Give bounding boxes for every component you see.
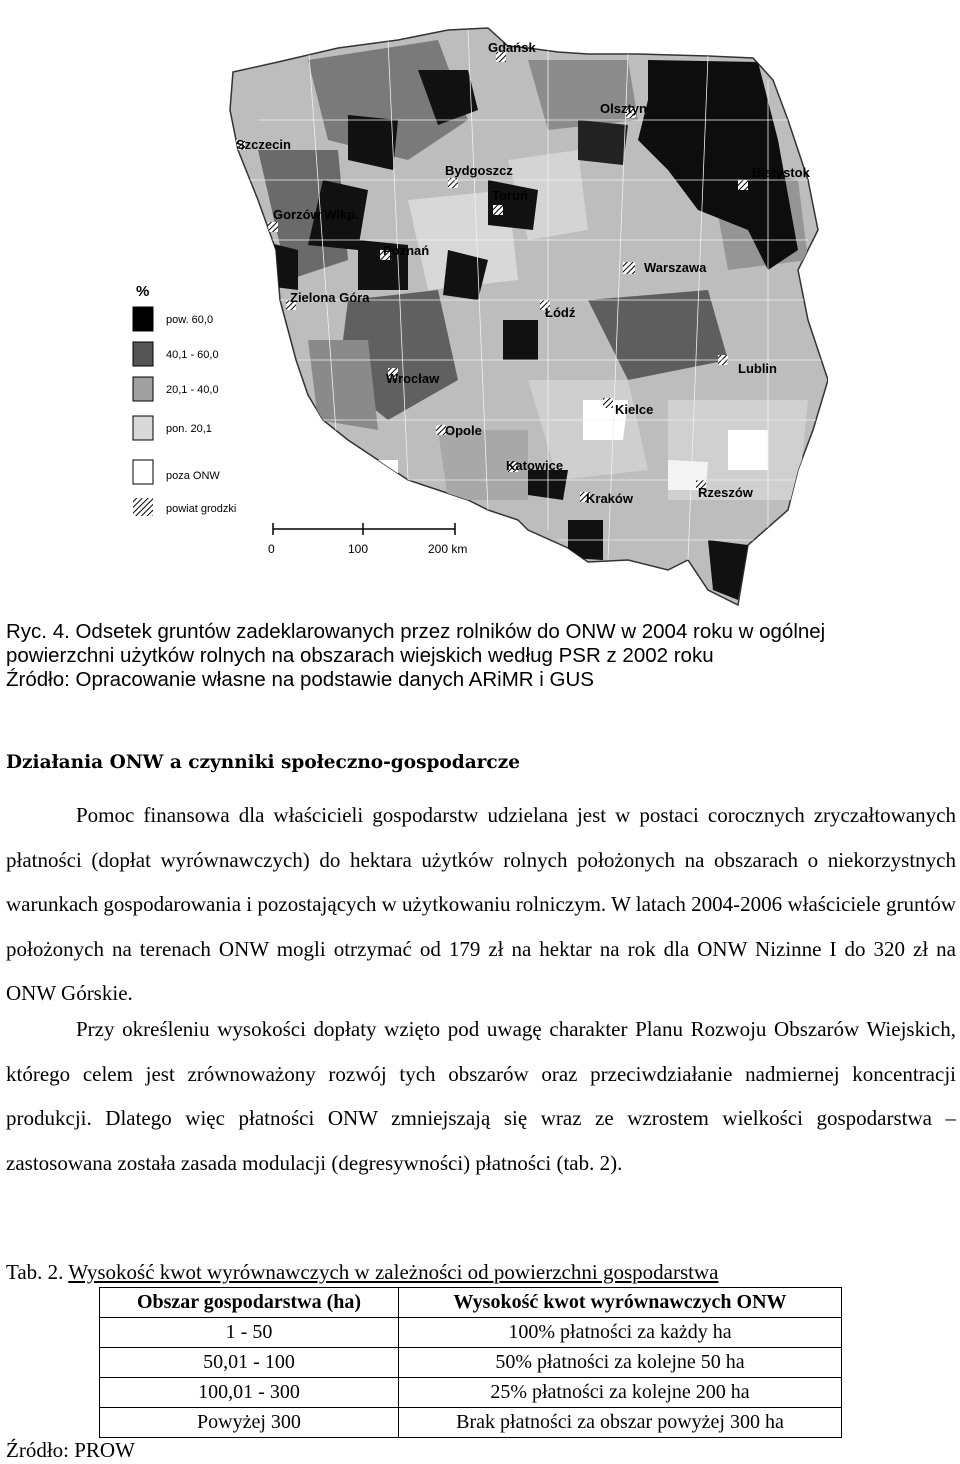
city-label-wroclaw: Wrocław [386, 371, 440, 386]
table-cell: 25% płatności za kolejne 200 ha [399, 1378, 842, 1408]
caption-line: powierzchni użytków rolnych na obszarach wiejskich według PSR z 2002 roku [6, 644, 714, 667]
poland-map-figure [108, 0, 828, 612]
caption-line: Ryc. 4. Odsetek gruntów zadeklarowanych przez rolników do ONW w 2004 roku w ogólnej [6, 620, 826, 643]
table-row [100, 1378, 842, 1408]
scale-bar [268, 523, 467, 556]
city-label-torun: Toruń [492, 188, 528, 203]
scale-tick-label: 0 [268, 542, 275, 556]
city-label-kielce: Kielce [615, 402, 654, 417]
city-label-warszawa: Warszawa [644, 260, 707, 275]
city-label-olsztyn: Olsztyn [600, 101, 647, 116]
city-label-lodz: Łódź [545, 305, 576, 320]
legend-swatch-gray [133, 377, 153, 401]
table-title-text: Wysokość kwot wyrównawczych w zależności od powierzchni gospodarstwa [68, 1260, 719, 1284]
paragraph-text: Pomoc finansowa dla właścicieli gospodarstw udzielana jest w postaci corocznych zryczałtowanych płatności (dopłat wyrównawczych) do hektara użytków rolnych położonych na obszarach o niekorzystnych warunkach gospodarowania i pozostających w użytkowaniu rolniczym. W latach 2004-2006 właściciele gruntów położonych na terenach ONW mogli otrzymać od 179 zł na hektar na rok dla ONW Nizinne I do 320 zł na ONW Górskie. [6, 803, 956, 1005]
payment-table [99, 1287, 842, 1438]
legend-label: 20,1 - 40,0 [166, 384, 219, 396]
table-header-cell: Wysokość kwot wyrównawczych ONW [399, 1288, 842, 1318]
table-row [100, 1348, 842, 1378]
legend-label: pow. 60,0 [166, 314, 214, 326]
table-cell: 100% płatności za każdy ha [399, 1318, 842, 1348]
section-heading: Działania ONW a czynniki społeczno-gospodarcze [6, 752, 520, 773]
legend-label: poza ONW [166, 470, 220, 482]
city-label-poznan: Poznań [383, 243, 430, 258]
table-cell: 1 - 50 [100, 1318, 399, 1348]
city-label-szczecin: Szczecin [236, 137, 291, 152]
table-cell: 50,01 - 100 [100, 1348, 399, 1378]
city-label-opole: Opole [445, 423, 482, 438]
legend-swatch-dark-gray [133, 342, 153, 366]
city-label-gorzow: Gorzów Wlkp. [273, 207, 359, 222]
table-header-row [100, 1288, 842, 1318]
table-cell: 100,01 - 300 [100, 1378, 399, 1408]
paragraph [6, 1007, 956, 1185]
map-legend [133, 283, 236, 516]
caption-source: Źródło: Opracowanie własne na podstawie danych ARiMR i GUS [6, 668, 594, 691]
table-cell: 50% płatności za kolejne 50 ha [399, 1348, 842, 1378]
legend-label: 40,1 - 60,0 [166, 349, 219, 361]
city-label-gdansk: Gdańsk [488, 40, 536, 55]
legend-swatch-light-gray [133, 416, 153, 440]
paragraph-text: Przy określeniu wysokości dopłaty wzięto pod uwagę charakter Planu Rozwoju Obszarów Wiejskich, którego celem jest zrównoważony rozwój tych obszarów oraz przeciwdziałanie nadmiernej koncentracji produkcji. Dlatego więc płatności ONW zmniejszają się wraz ze wzrostem wielkości gospodarstwa – zastosowana została zasada modulacji (degresywności) płatności (tab. 2). [6, 1017, 956, 1175]
table-cell: Brak płatności za obszar powyżej 300 ha [399, 1408, 842, 1438]
scale-tick-label: 200 km [428, 542, 468, 556]
table-cell: Powyżej 300 [100, 1408, 399, 1438]
map-svg [108, 0, 828, 612]
city-label-katowice: Katowice [506, 458, 564, 473]
table-number: Tab. 2. [6, 1260, 64, 1284]
city-label-bydgoszcz: Bydgoszcz [445, 163, 513, 178]
city-label-zielona-gora: Zielona Góra [290, 290, 370, 305]
legend-title: % [136, 283, 150, 300]
legend-swatch-black [133, 307, 153, 331]
table-row [100, 1318, 842, 1348]
city-label-bialystok: Białystok [752, 165, 810, 180]
table-header-cell: Obszar gospodarstwa (ha) [100, 1288, 399, 1318]
scale-tick-label: 100 [348, 542, 369, 556]
legend-swatch-hatched [133, 498, 153, 516]
city-label-krakow: Kraków [586, 491, 633, 506]
figure-caption [6, 620, 956, 692]
table-title [6, 1260, 718, 1285]
city-label-rzeszow: Rzeszów [698, 485, 753, 500]
legend-swatch-white [133, 460, 153, 484]
legend-label: powiat grodzki [166, 503, 237, 515]
table-row [100, 1408, 842, 1438]
legend-label: pon. 20,1 [166, 423, 212, 435]
city-label-lublin: Lublin [738, 361, 777, 376]
paragraph [6, 793, 956, 1016]
table-source: Źródło: PROW [6, 1438, 135, 1462]
